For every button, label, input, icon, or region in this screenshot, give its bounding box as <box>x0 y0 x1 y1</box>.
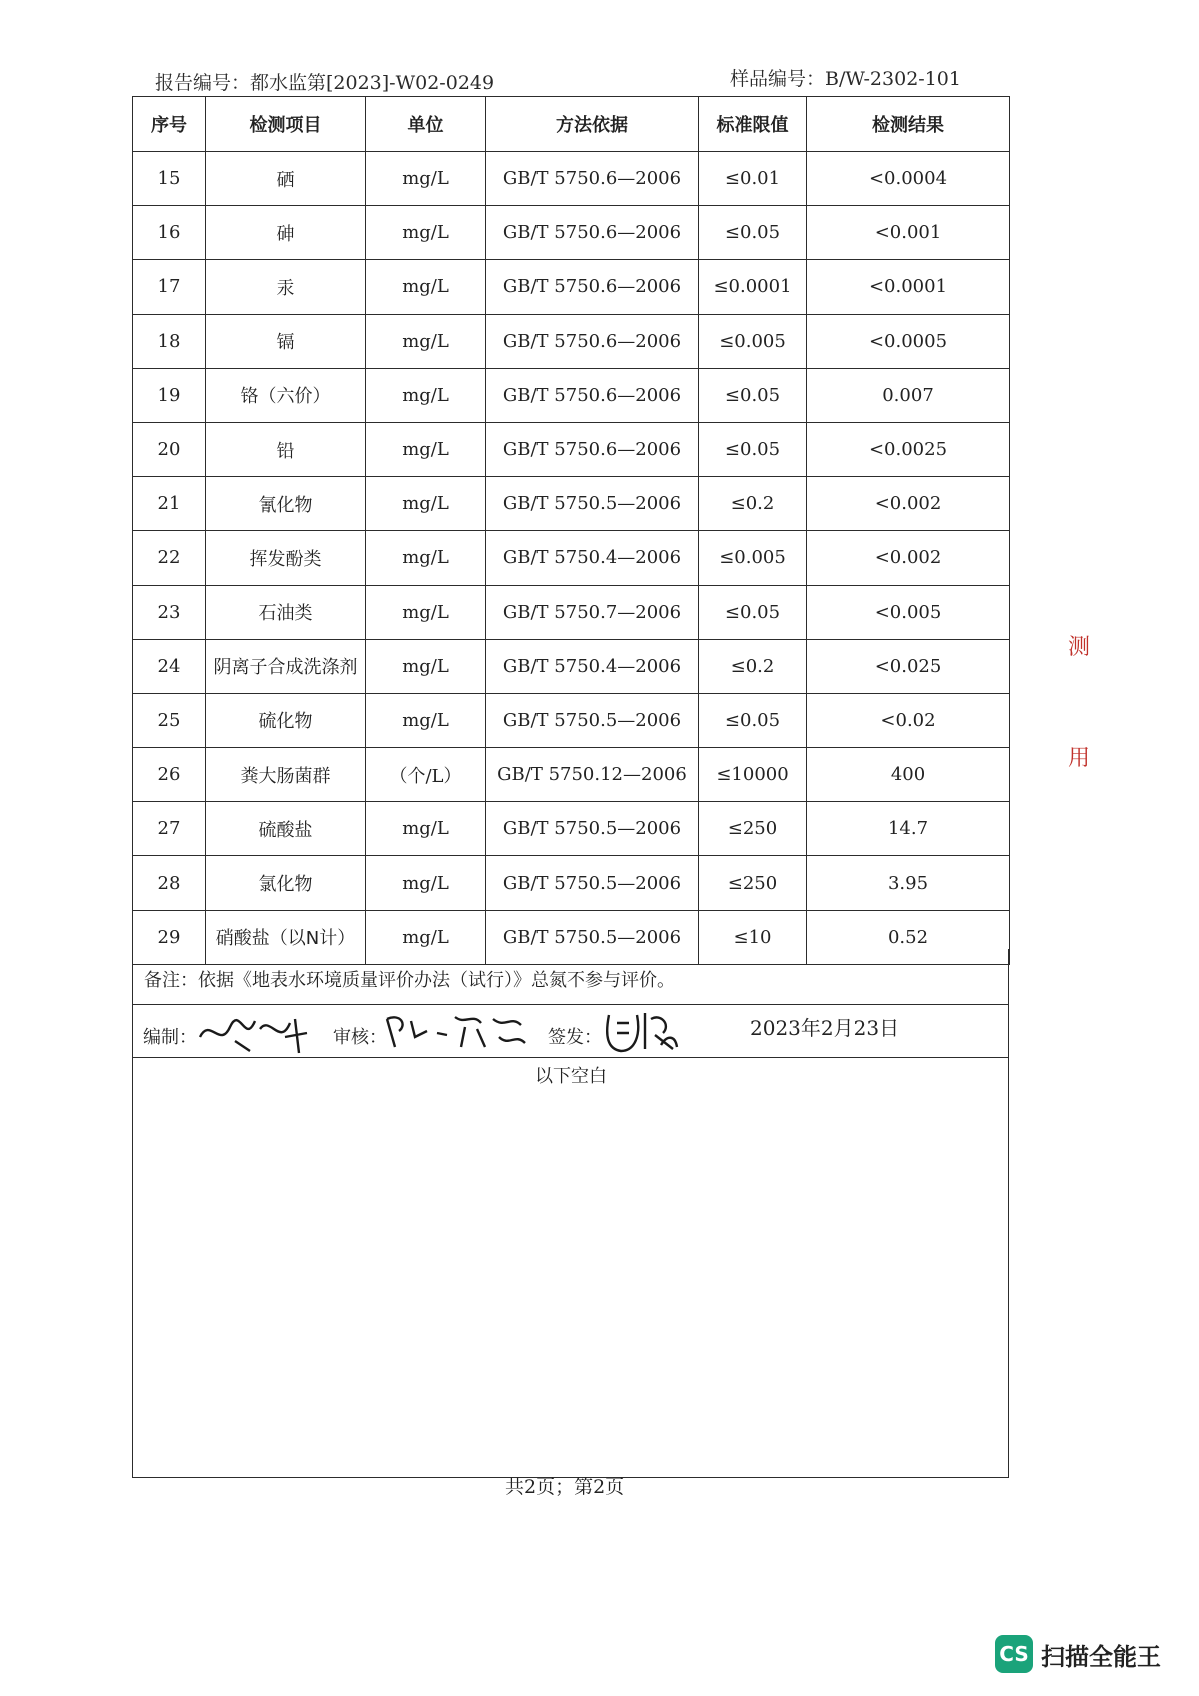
cell-limit: ≤250 <box>699 856 807 910</box>
table-row <box>133 639 1010 693</box>
cell-item: 硫化物 <box>206 693 366 747</box>
cell-result: 3.95 <box>807 856 1010 910</box>
cell-item: 石油类 <box>206 585 366 639</box>
cell-item: 汞 <box>206 260 366 314</box>
app-name: 扫描全能王 <box>1041 1642 1161 1671</box>
compiled-signature <box>195 1007 315 1057</box>
cell-limit: ≤0.2 <box>699 639 807 693</box>
cell-limit: ≤0.05 <box>699 368 807 422</box>
cell-result: <0.005 <box>807 585 1010 639</box>
cell-result: 0.007 <box>807 368 1010 422</box>
results-table <box>132 96 1010 965</box>
cell-result: <0.0004 <box>807 152 1010 206</box>
column-header: 单位 <box>366 97 486 152</box>
table-row <box>133 206 1010 260</box>
cell-item: 阴离子合成洗涤剂 <box>206 639 366 693</box>
cell-no: 16 <box>133 206 206 260</box>
cell-method: GB/T 5750.5—2006 <box>486 802 699 856</box>
cell-method: GB/T 5750.5—2006 <box>486 856 699 910</box>
cell-unit: mg/L <box>366 152 486 206</box>
cell-no: 18 <box>133 314 206 368</box>
cell-result: <0.0001 <box>807 260 1010 314</box>
cell-result: <0.0025 <box>807 422 1010 476</box>
cell-unit: mg/L <box>366 693 486 747</box>
table-row <box>133 856 1010 910</box>
cell-method: GB/T 5750.6—2006 <box>486 152 699 206</box>
cell-method: GB/T 5750.4—2006 <box>486 639 699 693</box>
issued-signature <box>601 1005 681 1055</box>
cell-result: 400 <box>807 748 1010 802</box>
table-row <box>133 693 1010 747</box>
cell-unit: （个/L） <box>366 748 486 802</box>
table-row <box>133 260 1010 314</box>
cell-no: 23 <box>133 585 206 639</box>
cell-item: 挥发酚类 <box>206 531 366 585</box>
column-header: 标准限值 <box>699 97 807 152</box>
camscanner-logo-icon: CS <box>995 1635 1033 1673</box>
column-header: 检测结果 <box>807 97 1010 152</box>
cell-unit: mg/L <box>366 260 486 314</box>
cell-unit: mg/L <box>366 206 486 260</box>
cell-result: 0.52 <box>807 910 1010 964</box>
cell-result: 14.7 <box>807 802 1010 856</box>
scanner-app-badge <box>995 1634 1161 1674</box>
cell-unit: mg/L <box>366 368 486 422</box>
cell-item: 粪大肠菌群 <box>206 748 366 802</box>
cell-method: GB/T 5750.12—2006 <box>486 748 699 802</box>
column-header: 检测项目 <box>206 97 366 152</box>
table-row <box>133 477 1010 531</box>
cell-item: 铅 <box>206 422 366 476</box>
cell-limit: ≤0.01 <box>699 152 807 206</box>
cell-limit: ≤0.2 <box>699 477 807 531</box>
blank-area-frame <box>132 1058 1009 1478</box>
cell-no: 25 <box>133 693 206 747</box>
cell-method: GB/T 5750.5—2006 <box>486 693 699 747</box>
cell-unit: mg/L <box>366 585 486 639</box>
table-row <box>133 152 1010 206</box>
cell-method: GB/T 5750.7—2006 <box>486 585 699 639</box>
cell-unit: mg/L <box>366 314 486 368</box>
cell-method: GB/T 5750.4—2006 <box>486 531 699 585</box>
cell-unit: mg/L <box>366 422 486 476</box>
cell-no: 27 <box>133 802 206 856</box>
cell-no: 22 <box>133 531 206 585</box>
compiled-label: 编制： <box>143 1027 197 1048</box>
cell-unit: mg/L <box>366 477 486 531</box>
cell-unit: mg/L <box>366 639 486 693</box>
cell-item: 氰化物 <box>206 477 366 531</box>
cell-method: GB/T 5750.6—2006 <box>486 422 699 476</box>
notes <box>132 949 1009 1004</box>
cell-no: 24 <box>133 639 206 693</box>
cell-no: 28 <box>133 856 206 910</box>
cell-method: GB/T 5750.6—2006 <box>486 314 699 368</box>
reviewed-label: 审核： <box>333 1027 387 1048</box>
cell-no: 15 <box>133 152 206 206</box>
cell-no: 19 <box>133 368 206 422</box>
cell-no: 29 <box>133 910 206 964</box>
report-number: 报告编号：都水监第[2023]-W02-0249 <box>155 72 495 94</box>
cell-item: 硝酸盐（以N计） <box>206 910 366 964</box>
cell-result: <0.002 <box>807 477 1010 531</box>
column-header: 序号 <box>133 97 206 152</box>
cell-unit: mg/L <box>366 531 486 585</box>
cell-item: 氯化物 <box>206 856 366 910</box>
cell-no: 26 <box>133 748 206 802</box>
cell-limit: ≤0.0001 <box>699 260 807 314</box>
reviewed-signature <box>381 1007 531 1053</box>
table-row <box>133 368 1010 422</box>
table-row <box>133 802 1010 856</box>
sign-date: 2023年2月23日 <box>750 1016 900 1040</box>
notes-text: 备注：依据《地表水环境质量评价办法（试行）》总氮不参与评价。 <box>144 970 675 991</box>
cell-limit: ≤0.05 <box>699 206 807 260</box>
cell-limit: ≤0.05 <box>699 585 807 639</box>
cell-result: <0.025 <box>807 639 1010 693</box>
column-header: 方法依据 <box>486 97 699 152</box>
cell-item: 铬（六价） <box>206 368 366 422</box>
cell-method: GB/T 5750.6—2006 <box>486 368 699 422</box>
cell-method: GB/T 5750.5—2006 <box>486 910 699 964</box>
cell-item: 砷 <box>206 206 366 260</box>
cell-limit: ≤0.05 <box>699 422 807 476</box>
cell-limit: ≤10 <box>699 910 807 964</box>
cell-method: GB/T 5750.5—2006 <box>486 477 699 531</box>
cell-limit: ≤0.05 <box>699 693 807 747</box>
stamp-char: 测 <box>1068 635 1091 660</box>
cell-no: 17 <box>133 260 206 314</box>
page-footer: 共2页；第2页 <box>505 1476 625 1498</box>
cell-limit: ≤250 <box>699 802 807 856</box>
cell-method: GB/T 5750.6—2006 <box>486 260 699 314</box>
cell-result: <0.002 <box>807 531 1010 585</box>
issued-label: 签发： <box>548 1027 602 1048</box>
cell-item: 硫酸盐 <box>206 802 366 856</box>
sample-number: 样品编号：B/W-2302-101 <box>730 68 961 90</box>
cell-limit: ≤0.005 <box>699 314 807 368</box>
cell-result: <0.001 <box>807 206 1010 260</box>
cell-item: 硒 <box>206 152 366 206</box>
cell-unit: mg/L <box>366 910 486 964</box>
cell-result: <0.0005 <box>807 314 1010 368</box>
cell-no: 20 <box>133 422 206 476</box>
table-row <box>133 748 1010 802</box>
cell-result: <0.02 <box>807 693 1010 747</box>
stamp-char: 用 <box>1068 746 1091 771</box>
cell-limit: ≤0.005 <box>699 531 807 585</box>
cell-item: 镉 <box>206 314 366 368</box>
blank-below-text: 以下空白 <box>535 1066 607 1087</box>
table-body <box>133 152 1010 965</box>
cell-no: 21 <box>133 477 206 531</box>
table-row <box>133 422 1010 476</box>
cell-unit: mg/L <box>366 802 486 856</box>
table-row <box>133 314 1010 368</box>
cell-limit: ≤10000 <box>699 748 807 802</box>
cell-unit: mg/L <box>366 856 486 910</box>
cell-method: GB/T 5750.6—2006 <box>486 206 699 260</box>
table-row <box>133 585 1010 639</box>
seal-stamp-fragment <box>1068 630 1090 772</box>
table-header-row <box>133 97 1010 152</box>
table-row <box>133 531 1010 585</box>
